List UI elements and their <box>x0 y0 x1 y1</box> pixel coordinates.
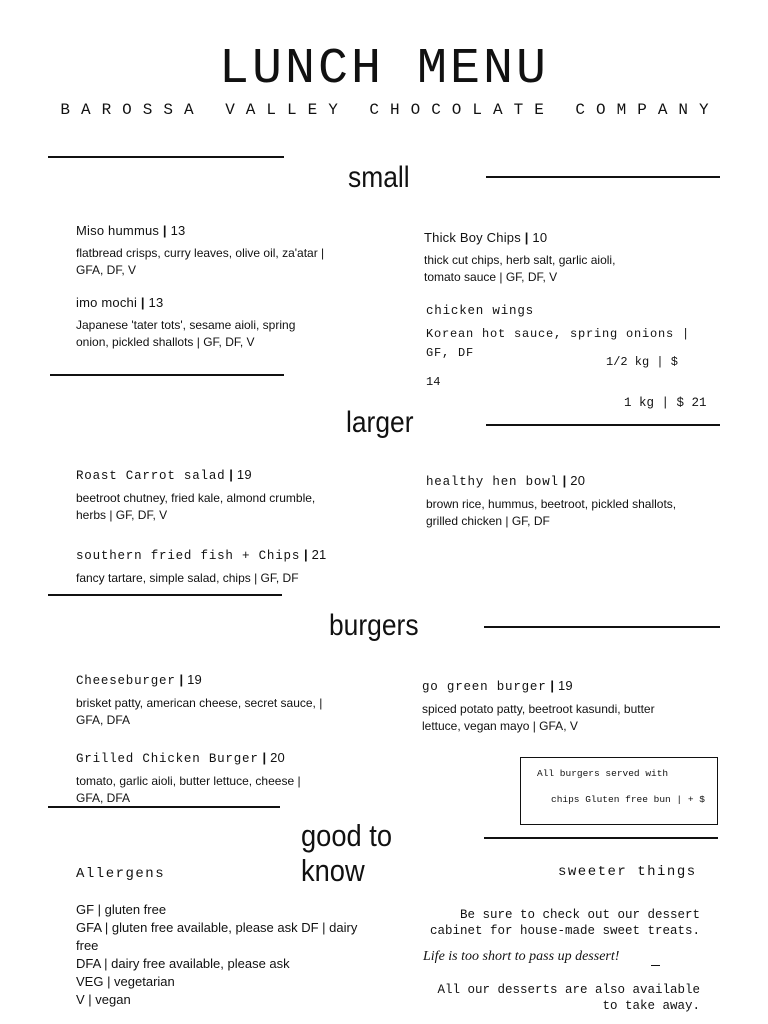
sweeter-things-title: sweeter things <box>558 864 697 880</box>
item-description: flatbread crisps, curry leaves, olive oil, za'atar | GFA, DF, V <box>76 246 325 277</box>
item-name: Grilled Chicken Burger <box>76 752 259 766</box>
allergen-item: GF | gluten free <box>76 902 167 917</box>
item-name-line: healthy hen bowl | 20 <box>426 473 586 489</box>
menu-item <box>426 472 686 530</box>
item-description: Korean hot sauce, spring onions | GF, DF <box>426 327 691 360</box>
allergen-item: GFA | gluten free available, please ask DF | dairy free <box>76 920 358 953</box>
item-price: 13 <box>148 295 164 310</box>
item-price: 19 <box>187 672 202 687</box>
allergen-item: V | vegan <box>76 992 131 1007</box>
price-full-kg: 1 kg | $ 21 <box>624 396 707 410</box>
burger-note-line2: chips Gluten free bun | + $ <box>551 794 705 805</box>
menu-item <box>426 302 698 363</box>
item-price: 20 <box>570 473 586 488</box>
burger-note-box <box>520 757 718 825</box>
item-name: healthy hen bowl <box>426 475 559 489</box>
item-description: brown rice, hummus, beetroot, pickled shallots, grilled chicken | GF, DF <box>426 497 677 528</box>
item-price: 19 <box>558 678 573 693</box>
item-description: Japanese 'tater tots', sesame aioli, spring onion, pickled shallots | GF, DF, V <box>76 318 296 349</box>
item-name-line: southern fried fish + Chips | 21 <box>76 547 327 563</box>
divider-line <box>50 374 284 376</box>
item-name: Cheeseburger <box>76 674 176 688</box>
item-price: 19 <box>236 467 252 482</box>
dessert-quote: Life is too short to pass up dessert! <box>423 949 620 964</box>
item-name-line: Grilled Chicken Burger | 20 <box>76 750 285 766</box>
divider-line <box>486 176 720 178</box>
divider-line <box>486 424 720 426</box>
sweeter-things-text: Be sure to check out our dessert cabinet for house-made sweet treats. <box>429 908 700 938</box>
section-title-small: small <box>348 161 410 194</box>
divider-line <box>48 806 280 808</box>
section-title-good-to-know <box>301 818 392 888</box>
menu-title: LUNCH MENU <box>218 41 550 98</box>
company-name: BAROSSA VALLEY CHOCOLATE COMPANY <box>60 101 720 119</box>
burger-note-line1: All burgers served with <box>537 768 669 779</box>
item-name-line: Miso hummus | 13 <box>76 223 186 238</box>
allergen-item: VEG | vegetarian <box>76 974 175 989</box>
item-name: chicken wings <box>426 304 534 318</box>
item-description: tomato, garlic aioli, butter lettuce, cheese | GFA, DFA <box>76 774 301 805</box>
quote-underline <box>651 965 660 966</box>
allergen-item: DFA | dairy free available, please ask <box>76 956 290 971</box>
item-name: southern fried fish + Chips <box>76 549 301 563</box>
menu-item <box>76 546 356 587</box>
divider-line <box>48 594 282 596</box>
item-name: imo mochi <box>76 295 138 310</box>
good-to-know-line2: know <box>301 853 365 888</box>
good-to-know-line1: good to <box>301 818 393 853</box>
item-name-line: Roast Carrot salad | 19 <box>76 467 252 483</box>
item-price: 13 <box>170 223 186 238</box>
item-description: thick cut chips, herb salt, garlic aioli, tomato sauce | GF, DF, V <box>424 253 616 284</box>
item-name-line: Cheeseburger | 19 <box>76 672 202 688</box>
item-name: Miso hummus <box>76 223 160 238</box>
section-title-burgers: burgers <box>329 609 419 642</box>
divider-line <box>484 837 718 839</box>
allergens-list <box>76 901 376 1009</box>
divider-line <box>484 626 720 628</box>
allergens-title: Allergens <box>76 866 166 882</box>
item-description: brisket patty, american cheese, secret sauce, | GFA, DFA <box>76 696 323 727</box>
item-price: 20 <box>270 750 285 765</box>
item-name-line: imo mochi | 13 <box>76 295 164 310</box>
item-name: Roast Carrot salad <box>76 469 226 483</box>
item-price: 21 <box>311 547 327 562</box>
menu-item <box>76 294 328 351</box>
item-description: spiced potato patty, beetroot kasundi, butter lettuce, vegan mayo | GFA, V <box>422 702 655 733</box>
item-description: beetroot chutney, fried kale, almond crumble, herbs | GF, DF, V <box>76 491 316 522</box>
menu-item <box>76 222 326 279</box>
section-title-larger: larger <box>346 406 414 439</box>
item-name-line: go green burger | 19 <box>422 678 573 694</box>
menu-item <box>76 749 316 807</box>
takeaway-text: All our desserts are also available to take away. <box>437 983 700 1013</box>
menu-item <box>76 671 338 729</box>
divider-line <box>48 156 284 158</box>
item-name: go green burger <box>422 680 547 694</box>
price-half-kg-label: 1/2 kg | $ <box>606 355 679 369</box>
menu-item <box>422 677 672 735</box>
price-half-kg: 14 <box>426 375 441 389</box>
item-price: 10 <box>532 230 548 245</box>
item-description: fancy tartare, simple salad, chips | GF, DF <box>76 571 299 585</box>
menu-item <box>424 229 654 286</box>
item-name: Thick Boy Chips <box>424 230 521 245</box>
item-name-line: Thick Boy Chips | 10 <box>424 230 548 245</box>
menu-item <box>76 466 326 524</box>
